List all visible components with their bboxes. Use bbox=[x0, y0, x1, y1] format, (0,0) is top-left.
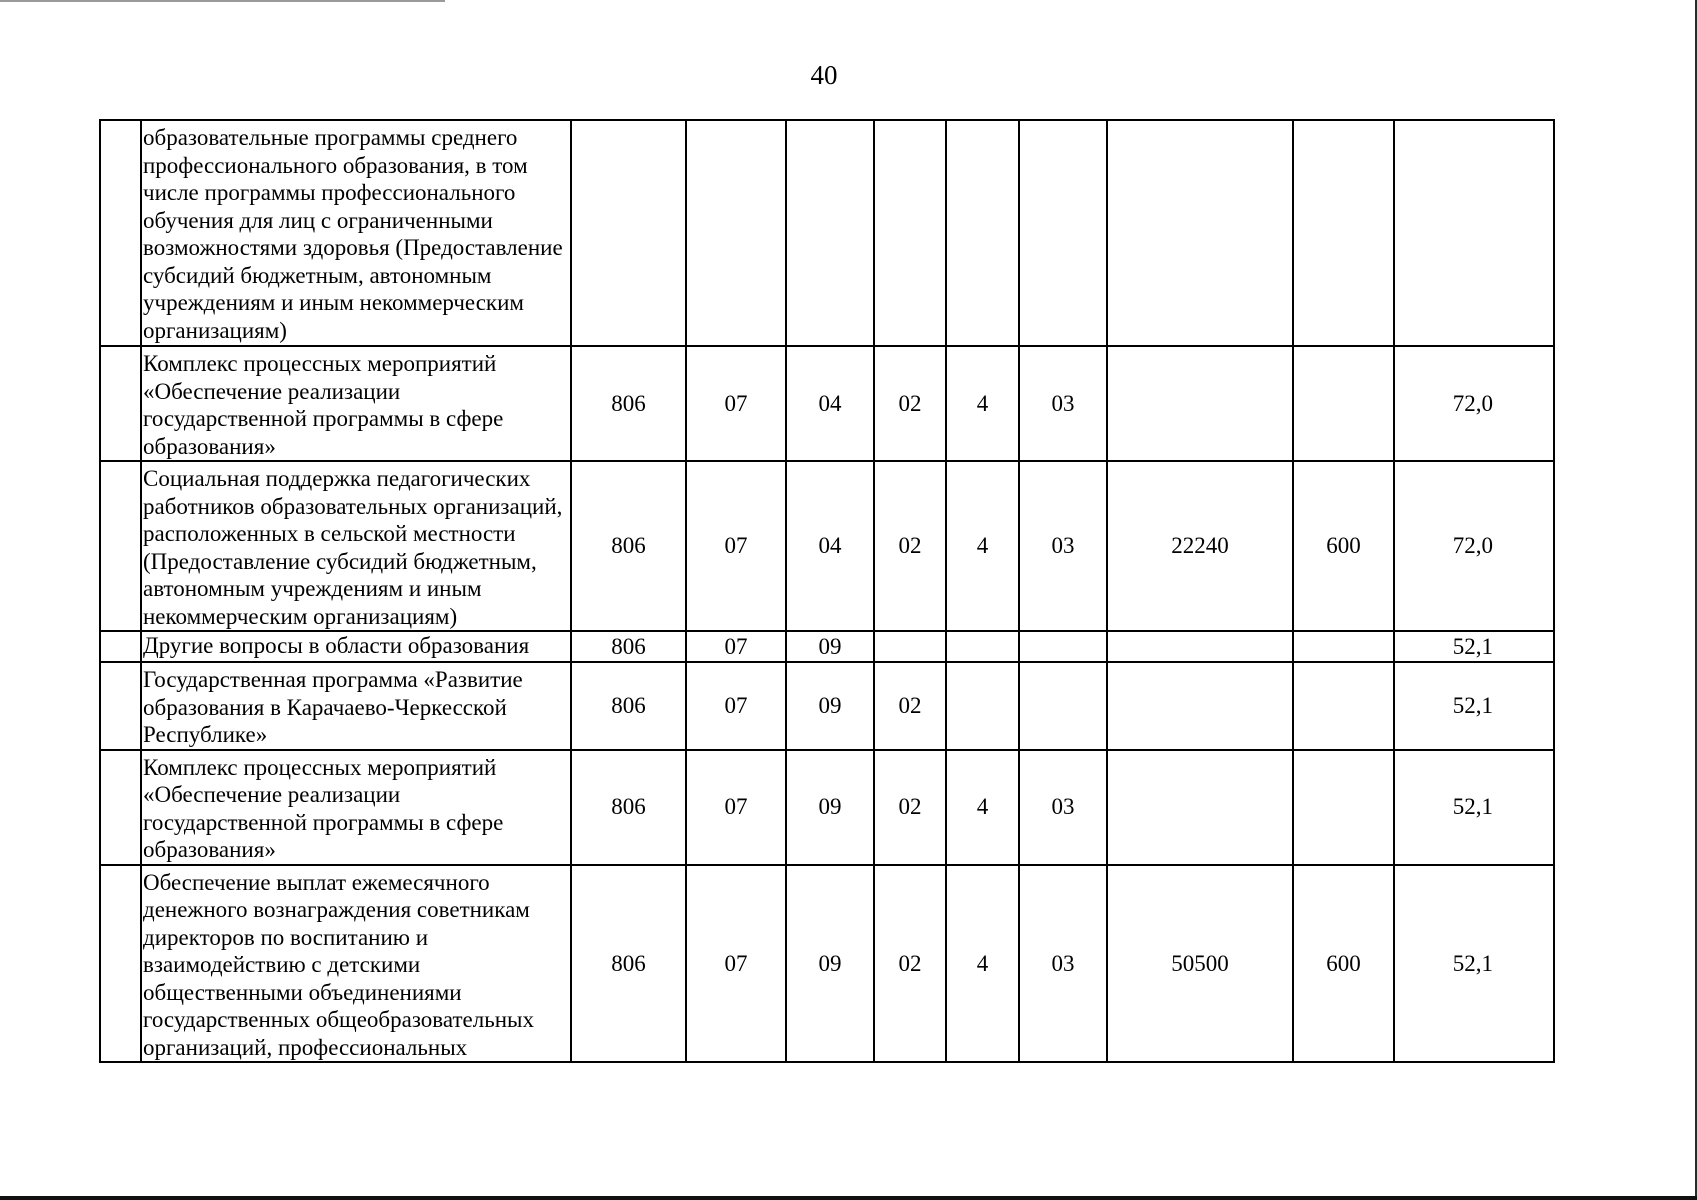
expense-type-cell bbox=[1293, 662, 1394, 750]
direction-code-cell: 50500 bbox=[1107, 865, 1293, 1063]
direction-code-cell bbox=[1107, 662, 1293, 750]
structure-code-cell: 4 bbox=[946, 750, 1019, 865]
ministry-code-cell: 806 bbox=[571, 750, 686, 865]
scan-artifact-top-line bbox=[0, 0, 445, 2]
subsection-code-cell: 09 bbox=[786, 631, 874, 662]
amount-cell: 72,0 bbox=[1394, 461, 1554, 631]
subsection-code-cell: 04 bbox=[786, 461, 874, 631]
measure-code-cell: 03 bbox=[1019, 461, 1107, 631]
expense-type-cell bbox=[1293, 120, 1394, 346]
row-number-cell bbox=[100, 865, 141, 1063]
amount-cell: 72,0 bbox=[1394, 346, 1554, 461]
row-number-cell bbox=[100, 120, 141, 346]
row-name-cell: Комплекс процессных мероприятий «Обеспечение реализации государственной программы в сфере образования» bbox=[141, 346, 571, 461]
table-row bbox=[100, 461, 1554, 631]
table-row bbox=[100, 120, 1554, 346]
direction-code-cell bbox=[1107, 750, 1293, 865]
row-name-cell: Другие вопросы в области образования bbox=[141, 631, 571, 662]
budget-table bbox=[99, 119, 1555, 1063]
page-number: 40 bbox=[810, 60, 838, 90]
direction-code-cell: 22240 bbox=[1107, 461, 1293, 631]
ministry-code-cell: 806 bbox=[571, 631, 686, 662]
program-code-cell: 02 bbox=[874, 662, 946, 750]
program-code-cell bbox=[874, 631, 946, 662]
program-code-cell: 02 bbox=[874, 865, 946, 1063]
row-number-cell bbox=[100, 346, 141, 461]
table-row bbox=[100, 865, 1554, 1063]
measure-code-cell: 03 bbox=[1019, 865, 1107, 1063]
row-number-cell bbox=[100, 662, 141, 750]
subsection-code-cell: 09 bbox=[786, 865, 874, 1063]
table-row bbox=[100, 662, 1554, 750]
program-code-cell: 02 bbox=[874, 346, 946, 461]
section-code-cell bbox=[686, 120, 786, 346]
ministry-code-cell: 806 bbox=[571, 662, 686, 750]
program-code-cell: 02 bbox=[874, 750, 946, 865]
row-name-cell: Социальная поддержка педагогических работников образовательных организаций, расположенных в сельской местности (Предоставление субсидий бюджетным, автономным учреждениям и иным некоммерческим организациям) bbox=[141, 461, 571, 631]
measure-code-cell bbox=[1019, 631, 1107, 662]
row-name-cell: Государственная программа «Развитие образования в Карачаево-Черкесской Республике» bbox=[141, 662, 571, 750]
section-code-cell: 07 bbox=[686, 461, 786, 631]
structure-code-cell: 4 bbox=[946, 346, 1019, 461]
ministry-code-cell: 806 bbox=[571, 865, 686, 1063]
row-number-cell bbox=[100, 750, 141, 865]
structure-code-cell bbox=[946, 662, 1019, 750]
direction-code-cell bbox=[1107, 346, 1293, 461]
row-name-cell: образовательные программы среднего профессионального образования, в том числе программы профессионального обучения для лиц с ограниченными возможностями здоровья (Предоставление субсидий бюджетным, автономным учреждениям и иным некоммерческим организациям) bbox=[141, 120, 571, 346]
table-row bbox=[100, 631, 1554, 662]
program-code-cell: 02 bbox=[874, 461, 946, 631]
expense-type-cell bbox=[1293, 346, 1394, 461]
measure-code-cell bbox=[1019, 662, 1107, 750]
row-name-cell: Обеспечение выплат ежемесячного денежного вознаграждения советникам директоров по воспитанию и взаимодействию с детскими общественными объединениями государственных общеобразовательных организаций, профессиональных bbox=[141, 865, 571, 1063]
expense-type-cell bbox=[1293, 750, 1394, 865]
direction-code-cell bbox=[1107, 631, 1293, 662]
measure-code-cell bbox=[1019, 120, 1107, 346]
structure-code-cell bbox=[946, 120, 1019, 346]
structure-code-cell bbox=[946, 631, 1019, 662]
row-name-cell: Комплекс процессных мероприятий «Обеспечение реализации государственной программы в сфере образования» bbox=[141, 750, 571, 865]
subsection-code-cell: 04 bbox=[786, 346, 874, 461]
structure-code-cell: 4 bbox=[946, 461, 1019, 631]
ministry-code-cell: 806 bbox=[571, 461, 686, 631]
table-row bbox=[100, 346, 1554, 461]
table-row bbox=[100, 750, 1554, 865]
row-number-cell bbox=[100, 631, 141, 662]
section-code-cell: 07 bbox=[686, 750, 786, 865]
section-code-cell: 07 bbox=[686, 631, 786, 662]
amount-cell bbox=[1394, 120, 1554, 346]
program-code-cell bbox=[874, 120, 946, 346]
measure-code-cell: 03 bbox=[1019, 346, 1107, 461]
subsection-code-cell: 09 bbox=[786, 662, 874, 750]
expense-type-cell bbox=[1293, 631, 1394, 662]
scan-artifact-bottom-edge bbox=[0, 1196, 1697, 1200]
section-code-cell: 07 bbox=[686, 346, 786, 461]
ministry-code-cell: 806 bbox=[571, 346, 686, 461]
row-number-cell bbox=[100, 461, 141, 631]
measure-code-cell: 03 bbox=[1019, 750, 1107, 865]
amount-cell: 52,1 bbox=[1394, 865, 1554, 1063]
amount-cell: 52,1 bbox=[1394, 631, 1554, 662]
section-code-cell: 07 bbox=[686, 865, 786, 1063]
ministry-code-cell bbox=[571, 120, 686, 346]
expense-type-cell: 600 bbox=[1293, 461, 1394, 631]
amount-cell: 52,1 bbox=[1394, 750, 1554, 865]
section-code-cell: 07 bbox=[686, 662, 786, 750]
direction-code-cell bbox=[1107, 120, 1293, 346]
structure-code-cell: 4 bbox=[946, 865, 1019, 1063]
amount-cell: 52,1 bbox=[1394, 662, 1554, 750]
expense-type-cell: 600 bbox=[1293, 865, 1394, 1063]
subsection-code-cell: 09 bbox=[786, 750, 874, 865]
subsection-code-cell bbox=[786, 120, 874, 346]
